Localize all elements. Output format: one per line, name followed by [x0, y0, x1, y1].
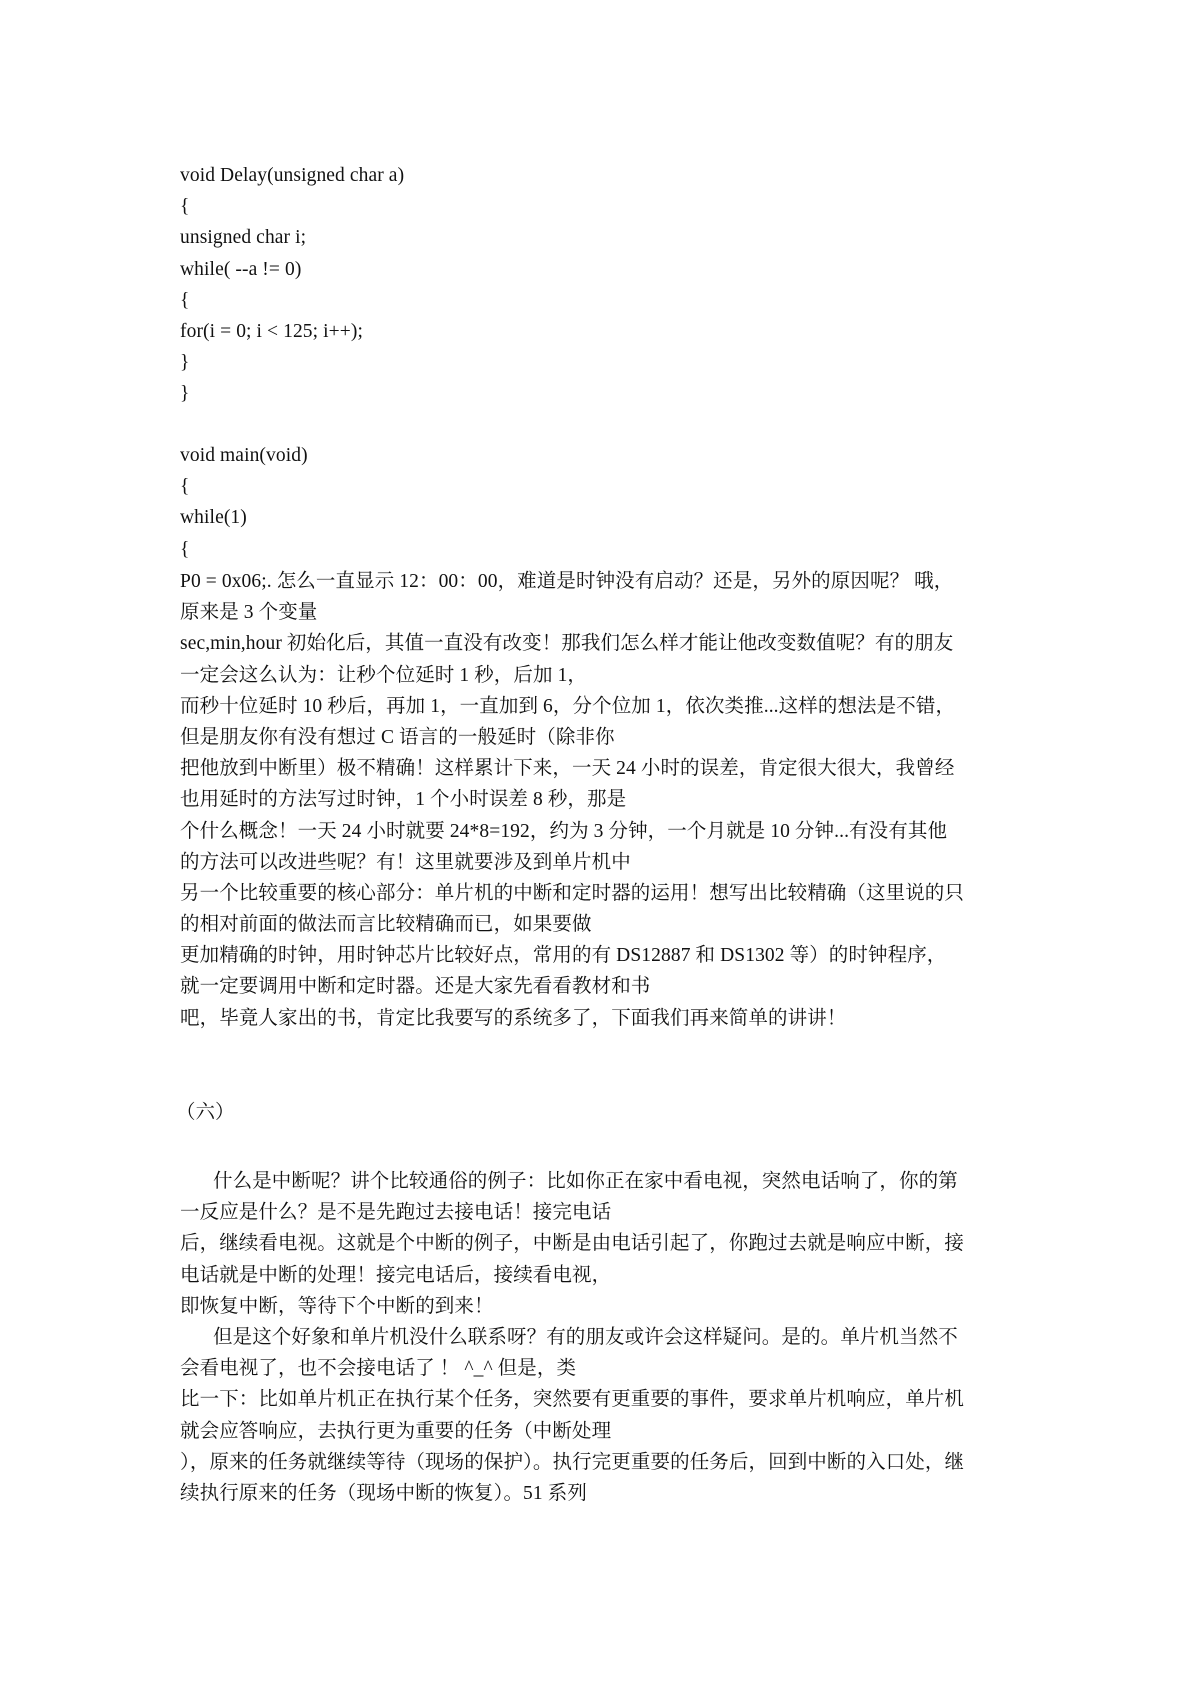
paragraph-line: 比一下：比如单片机正在执行某个任务，突然要有更重要的事件，要求单片机响应，单片机	[180, 1389, 965, 1411]
text-line: 的相对前面的做法而言比较精确而已，如果要做	[180, 914, 592, 936]
code-line: while(1)	[180, 507, 247, 529]
paragraph-line: 什么是中断呢？讲个比较通俗的例子：比如你正在家中看电视，突然电话响了，你的第	[213, 1171, 958, 1192]
text-line: 另一个比较重要的核心部分：单片机的中断和定时器的运用！想写出比较精确（这里说的只	[180, 882, 965, 904]
text-line: 把他放到中断里）极不精确！这样累计下来，一天 24 小时的误差，肯定很大很大，我曾经	[180, 758, 955, 780]
paragraph-line: 就会应答响应，去执行更为重要的任务（中断处理	[180, 1420, 612, 1442]
interrupt-explanation-paragraph	[180, 1166, 1030, 1322]
paragraph-line: ），原来的任务就继续等待（现场的保护）。执行完更重要的任务后，回到中断的入口处，继	[180, 1451, 965, 1473]
text-line: 但是朋友你有没有想过 C 语言的一般延时（除非你	[180, 726, 615, 748]
text-line: 也用延时的方法写过时钟，1 个小时误差 8 秒，那是	[180, 789, 627, 811]
text-line: 的方法可以改进些呢？有！这里就要涉及到单片机中	[180, 851, 631, 873]
delay-function-code	[180, 160, 1030, 410]
code-line: {	[180, 289, 190, 311]
code-line: }	[180, 383, 190, 405]
text-line: 一定会这么认为：让秒个位延时 1 秒，后加 1，	[180, 664, 588, 686]
code-line: {	[180, 476, 190, 498]
paragraph-line: 会看电视了，也不会接电话了 ！ ^_^ 但是，类	[180, 1358, 577, 1380]
paragraph-line: 但是这个好象和单片机没什么联系呀？有的朋友或许会这样疑问。是的。单片机当然不	[213, 1327, 958, 1348]
text-line: 吧，毕竟人家出的书，肯定比我要写的系统多了，下面我们再来简单的讲讲！	[180, 1007, 847, 1029]
code-line: void main(void)	[180, 445, 308, 466]
section-heading: （六）	[176, 1102, 235, 1123]
code-line: {	[180, 538, 190, 560]
code-line: }	[180, 352, 190, 374]
text-line: 而秒十位延时 10 秒后，再加 1，一直加到 6，分个位加 1，依次类推...这样的想法是不错，	[180, 695, 956, 717]
main-function-code	[180, 440, 1030, 565]
paragraph-line: 一反应是什么？是不是先跑过去接电话！接完电话	[180, 1202, 612, 1224]
microcontroller-analogy-paragraph	[180, 1322, 1030, 1509]
paragraph-line: 电话就是中断的处理！接完电话后，接续看电视，	[180, 1264, 612, 1286]
text-line: 更加精确的时钟，用时钟芯片比较好点，常用的有 DS12887 和 DS1302 等）的时钟程序，	[180, 945, 947, 967]
code-line: while( --a != 0)	[180, 258, 302, 280]
text-line: 就一定要调用中断和定时器。还是大家先看看教材和书	[180, 976, 651, 998]
paragraph-line: 后，继续看电视。这就是个中断的例子，中断是由电话引起了，你跑过去就是响应中断，接	[180, 1233, 965, 1255]
text-line: 个什么概念！一天 24 小时就要 24*8=192，约为 3 分钟，一个月就是 10 分钟...有没有其他	[180, 820, 948, 842]
text-line: 原来是 3 个变量	[180, 602, 318, 624]
code-line: {	[180, 196, 190, 218]
explanation-text	[180, 566, 1030, 1034]
text-line: sec,min,hour 初始化后，其值一直没有改变！那我们怎么样才能让他改变数值呢？有的朋友	[180, 633, 954, 655]
code-line: void Delay(unsigned char a)	[180, 165, 405, 186]
paragraph-line: 续执行原来的任务（现场中断的恢复）。51 系列	[180, 1482, 587, 1504]
code-line: for(i = 0; i < 125; i++);	[180, 320, 363, 342]
text-line: P0 = 0x06;. 怎么一直显示 12：00：00，难道是时钟没有启动？还是，另外的原因呢？ 哦，	[180, 571, 954, 592]
code-line: unsigned char i;	[180, 227, 307, 249]
paragraph-line: 即恢复中断，等待下个中断的到来！	[180, 1295, 494, 1317]
